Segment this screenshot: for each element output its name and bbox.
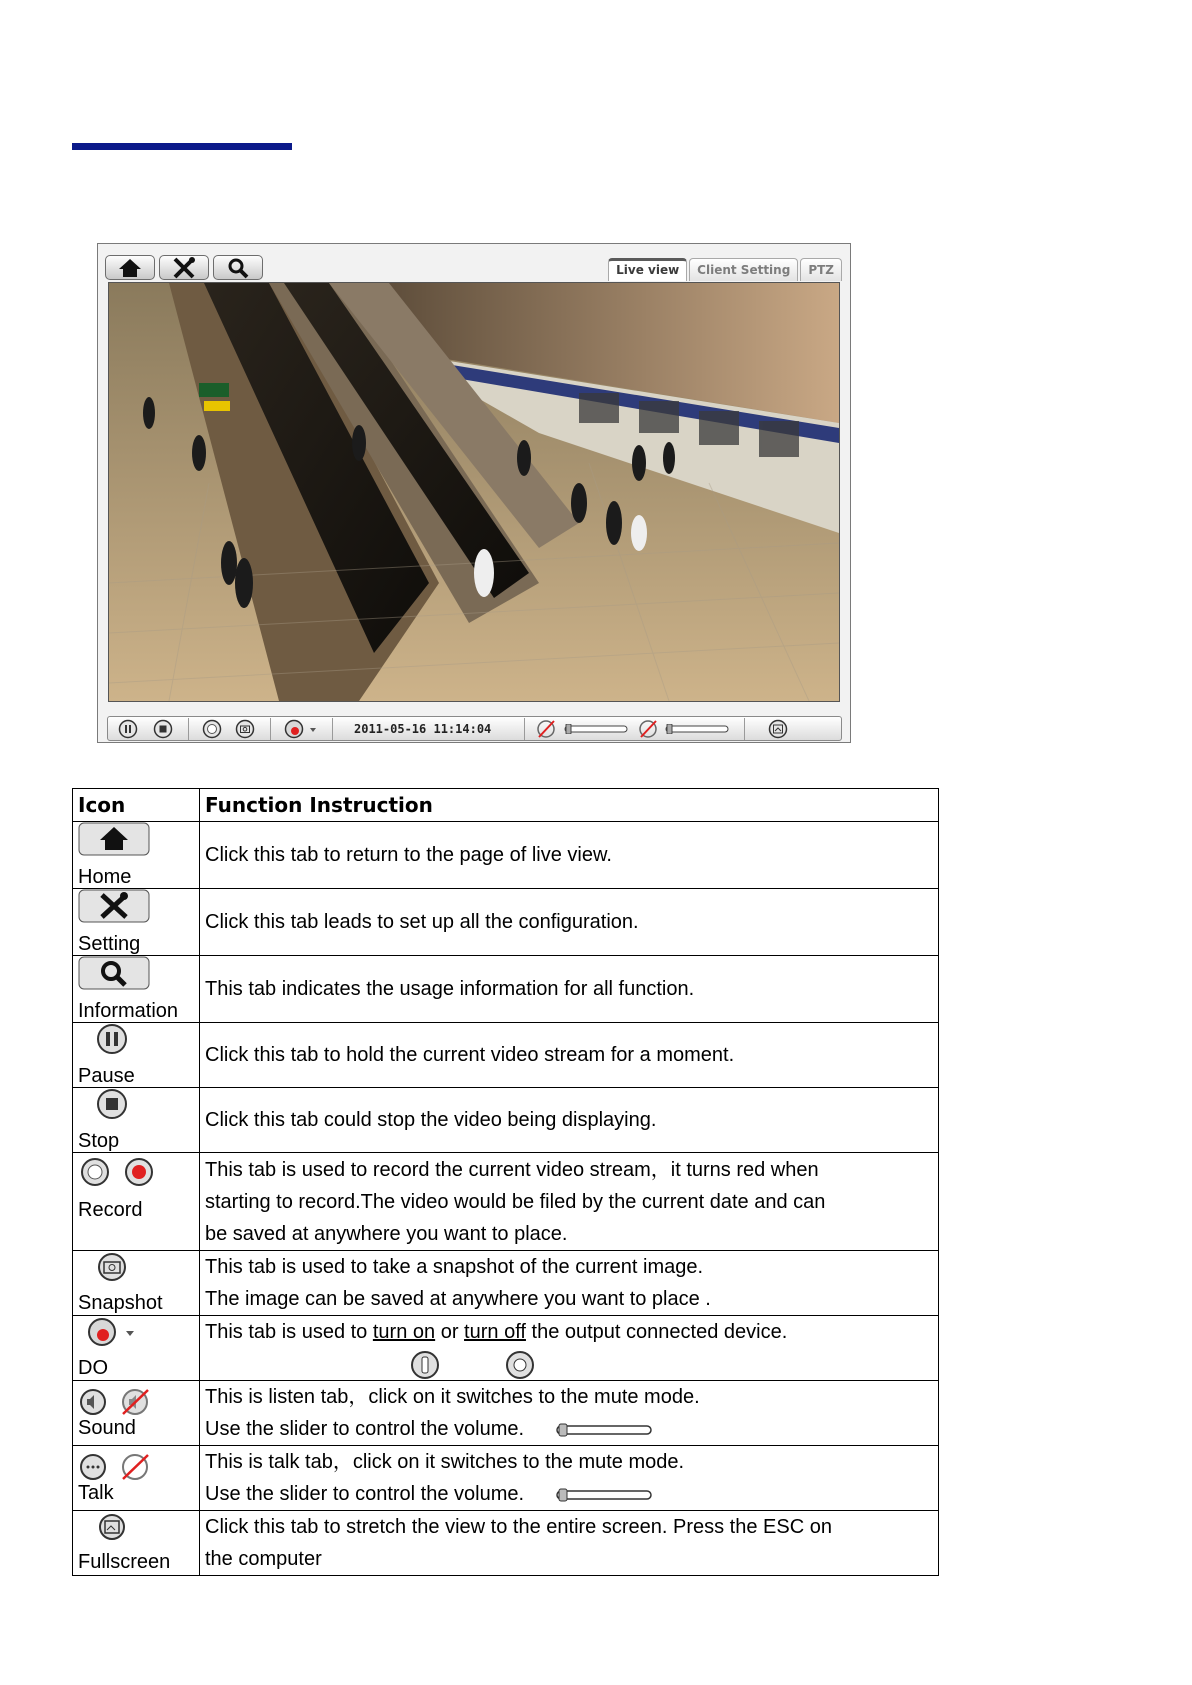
speaker-muted-icon — [536, 719, 556, 739]
search-icon — [227, 257, 249, 279]
description-line: This tab is used to take a snapshot of the current image. — [205, 1256, 704, 1278]
row-label: Snapshot — [78, 1292, 163, 1314]
stop-button[interactable] — [153, 719, 173, 739]
fullscreen-icon — [78, 1513, 150, 1541]
description-line — [205, 1413, 933, 1445]
stop-icon — [78, 1088, 150, 1120]
tools-icon — [172, 257, 196, 279]
row-label: Information — [78, 1000, 179, 1022]
sound-volume-slider[interactable] — [564, 724, 628, 734]
do-state-icons — [205, 1348, 933, 1380]
camera-icon — [78, 1252, 150, 1282]
description-line: This is listen tab，click on it switches to the mute mode. — [205, 1386, 700, 1408]
description-line — [205, 1316, 933, 1348]
home-icon — [118, 258, 142, 278]
section-title-underline — [72, 143, 292, 150]
row-description — [200, 1511, 939, 1576]
volume-slider-icon — [556, 1423, 652, 1437]
row-description: This tab indicates the usage information for all function. — [200, 956, 939, 1023]
divider — [524, 718, 525, 740]
talk-muted-icon — [118, 1452, 152, 1482]
row-label: Talk — [78, 1482, 114, 1504]
timestamp: 2011-05-16 11:14:04 — [354, 722, 492, 736]
information-button[interactable] — [213, 255, 263, 280]
table-row — [73, 1446, 939, 1511]
row-description — [200, 1316, 939, 1381]
description-line — [205, 1478, 933, 1510]
do-button[interactable] — [284, 719, 318, 739]
talk-volume-slider[interactable] — [665, 724, 729, 734]
record-button[interactable] — [202, 719, 222, 739]
icon-cell — [73, 1153, 200, 1251]
tools-icon — [78, 889, 150, 923]
fullscreen-icon — [768, 719, 788, 739]
sound-mute-button[interactable] — [536, 719, 556, 739]
talk-icon — [78, 1452, 108, 1482]
row-label: Sound — [78, 1417, 136, 1439]
header-function: Function Instruction — [200, 789, 939, 822]
record-active-icon — [122, 1157, 156, 1187]
row-description: Click this tab leads to set up all the configuration. — [200, 889, 939, 956]
table-row — [73, 1153, 939, 1251]
row-description — [200, 1251, 939, 1316]
icon-cell — [73, 822, 200, 889]
live-view-screenshot — [97, 243, 851, 743]
speaker-icon — [78, 1387, 108, 1417]
pause-icon — [78, 1023, 150, 1055]
turn-off-link[interactable]: turn off — [464, 1321, 526, 1343]
slider-track-icon — [564, 724, 628, 734]
tab-live-view[interactable]: Live view — [608, 258, 687, 281]
table-row — [73, 956, 939, 1023]
icon-cell — [73, 1381, 200, 1446]
icon-cell — [73, 1316, 200, 1381]
description-text: or — [435, 1321, 465, 1343]
description-line: the computer — [205, 1548, 322, 1570]
talk-mute-button[interactable] — [638, 719, 658, 739]
do-on-icon — [410, 1350, 440, 1380]
description-line: This tab is used to record the current video stream，it turns red when — [205, 1158, 819, 1181]
pause-button[interactable] — [118, 719, 138, 739]
description-line: The image can be saved at anywhere you want to place . — [205, 1288, 711, 1310]
video-stream[interactable] — [108, 282, 840, 702]
description-text: This tab is used to — [205, 1321, 373, 1343]
icon-cell — [73, 1251, 200, 1316]
station-camera-image — [109, 283, 839, 701]
search-icon — [78, 956, 150, 990]
description-line: starting to record.The video would be filed by the current date and can — [205, 1190, 826, 1213]
description-text: Use the slider to control the volume. — [205, 1483, 525, 1505]
record-icons — [78, 1157, 194, 1187]
table-header-row — [73, 789, 939, 822]
player-control-bar — [107, 716, 842, 741]
table-row — [73, 1251, 939, 1316]
icon-cell — [73, 1511, 200, 1576]
home-icon — [78, 822, 150, 856]
header-icon: Icon — [73, 789, 200, 822]
talk-icons — [78, 1452, 194, 1482]
row-label: Home — [78, 866, 132, 888]
divider — [744, 718, 745, 740]
table-row — [73, 822, 939, 889]
icon-cell — [73, 1446, 200, 1511]
mic-muted-icon — [638, 719, 658, 739]
icon-cell — [73, 1088, 200, 1153]
row-label: DO — [78, 1357, 108, 1379]
description-line: be saved at anywhere you want to place. — [205, 1222, 568, 1245]
row-description — [200, 1381, 939, 1446]
description-line: This is talk tab，click on it switches to the mute mode. — [205, 1451, 685, 1473]
description-line: Click this tab to stretch the view to the entire screen. Press the ESC on — [205, 1516, 832, 1538]
do-output-icon — [78, 1317, 150, 1347]
divider — [270, 718, 271, 740]
snapshot-button[interactable] — [235, 719, 255, 739]
function-table — [72, 788, 939, 1576]
icon-cell — [73, 1023, 200, 1088]
tab-client-setting[interactable]: Client Setting — [689, 258, 798, 281]
row-label: Stop — [78, 1130, 120, 1152]
row-label: Fullscreen — [78, 1551, 171, 1573]
table-row — [73, 889, 939, 956]
tab-ptz[interactable]: PTZ — [800, 258, 842, 281]
camera-icon — [235, 719, 255, 739]
row-description: Click this tab to hold the current video stream for a moment. — [200, 1023, 939, 1088]
record-icon — [202, 719, 222, 739]
table-row — [73, 1023, 939, 1088]
record-idle-icon — [78, 1157, 112, 1187]
fullscreen-button[interactable] — [768, 719, 788, 739]
description-text: Use the slider to control the volume. — [205, 1418, 525, 1440]
table-row — [73, 1381, 939, 1446]
home-button[interactable] — [105, 255, 155, 280]
row-label: Pause — [78, 1065, 135, 1087]
do-output-icon — [284, 719, 318, 739]
row-description — [200, 1446, 939, 1511]
description-text: the output connected device. — [525, 1321, 788, 1343]
row-description — [200, 1153, 939, 1251]
table-row — [73, 1511, 939, 1576]
divider — [332, 718, 333, 740]
view-tabs — [608, 258, 842, 281]
turn-on-link[interactable]: turn on — [372, 1321, 436, 1343]
slider-track-icon — [665, 724, 729, 734]
volume-slider-icon — [556, 1488, 652, 1502]
row-description: Click this tab could stop the video being displaying. — [200, 1088, 939, 1153]
row-label: Record — [78, 1198, 143, 1221]
row-label: Setting — [78, 933, 141, 955]
speaker-muted-icon — [118, 1387, 152, 1417]
pause-icon — [118, 719, 138, 739]
icon-cell — [73, 956, 200, 1023]
stop-icon — [153, 719, 173, 739]
row-description: Click this tab to return to the page of live view. — [200, 822, 939, 889]
divider — [188, 718, 189, 740]
sound-icons — [78, 1387, 194, 1417]
do-off-icon — [505, 1350, 535, 1380]
table-row — [73, 1316, 939, 1381]
setting-button[interactable] — [159, 255, 209, 280]
table-row — [73, 1088, 939, 1153]
icon-cell — [73, 889, 200, 956]
